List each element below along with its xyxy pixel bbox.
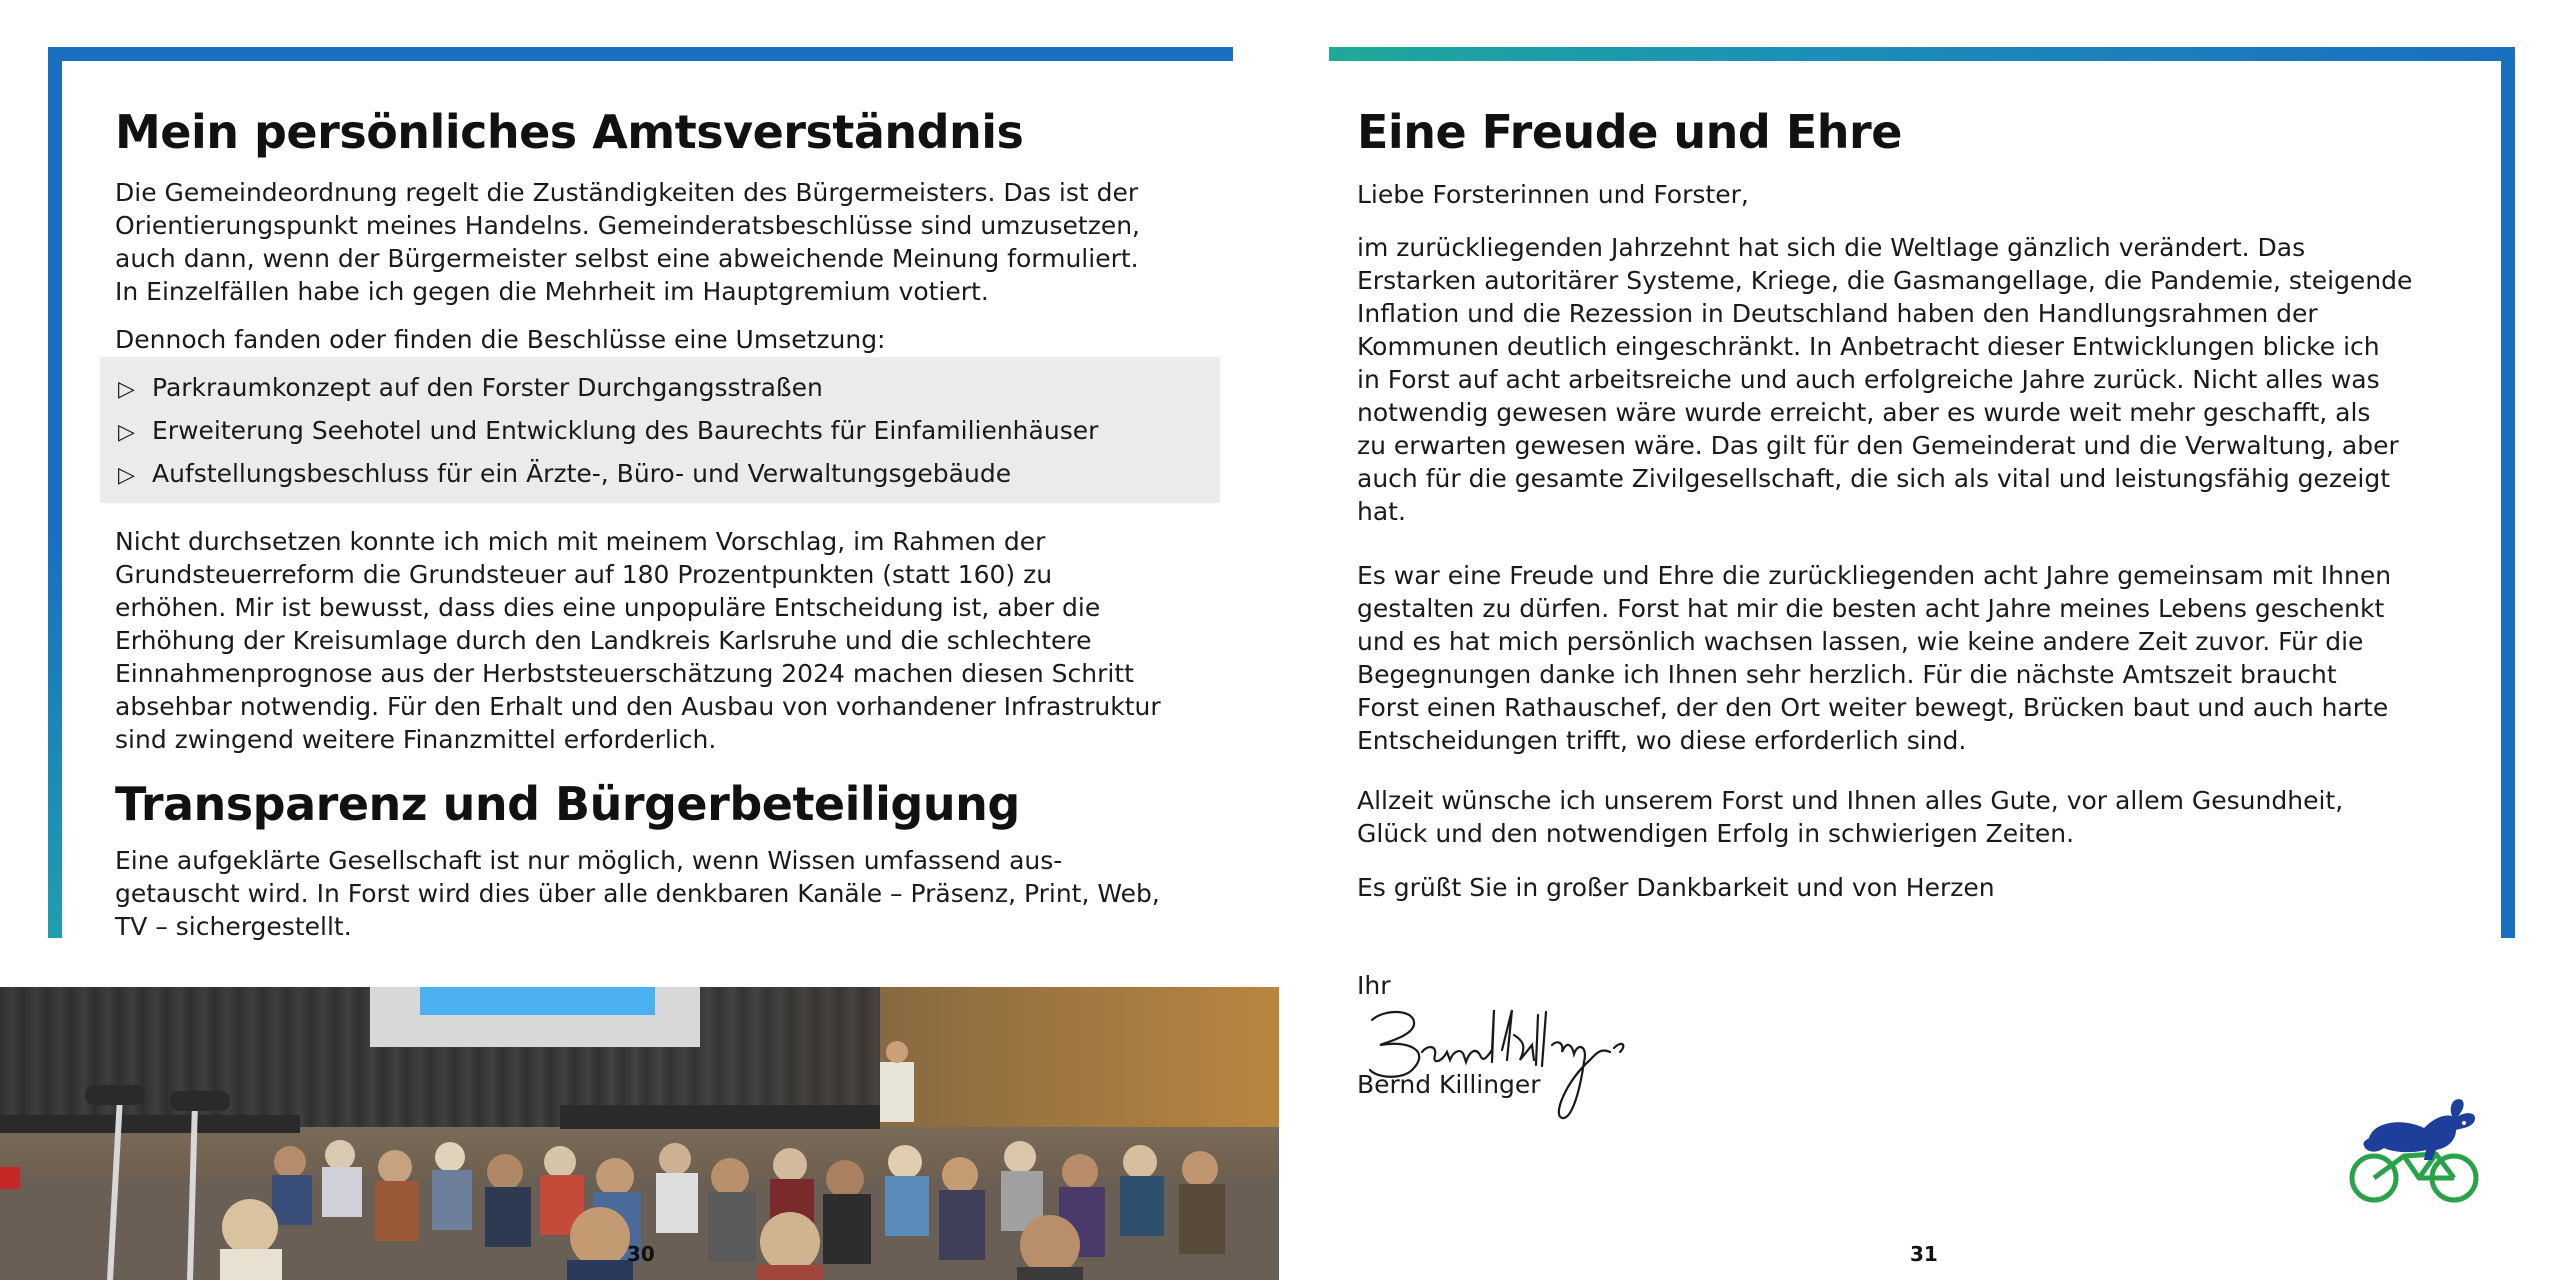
text-line: Glück und den notwendigen Erfolg in schwierigen Zeiten. [1357, 819, 2075, 848]
photo-buergerversammlung [0, 987, 1279, 1280]
text-line: getauscht wird. In Forst wird dies über alle denkbaren Kanäle – Präsenz, Print, Web, [115, 879, 1160, 908]
page-right [1280, 0, 2560, 1280]
text-line: in Forst auf acht arbeitsreiche und auch erfolgreiche Jahre zurück. Nicht alles was [1357, 365, 2380, 394]
text-line: Entscheidungen trifft, wo diese erforderlich sind. [1357, 726, 1967, 755]
page-number-left: 30 [627, 1242, 655, 1266]
text-line: erhöhen. Mir ist bewusst, dass dies eine unpopuläre Entscheidung ist, aber die [115, 593, 1101, 622]
text-line: Die Gemeindeordnung regelt die Zuständigkeiten des Bürgermeisters. Das ist der [115, 178, 1139, 207]
text-line: gestalten zu dürfen. Forst hat mir die besten acht Jahre meines Lebens geschenkt [1357, 594, 2385, 623]
bullet-list-box [100, 357, 1220, 503]
list-item [118, 414, 1098, 449]
triangle-right-outline-icon: ▷ [118, 463, 135, 488]
paragraph-transparenz [115, 844, 1235, 943]
list-item [118, 457, 1011, 492]
frame-top-bar-left [48, 47, 1233, 61]
text-line: auch für die gesamte Zivilgesellschaft, die sich als vital und leistungsfähig gezeigt [1357, 464, 2391, 493]
speaker-head [886, 1041, 908, 1063]
text-line: TV – sichergestellt. [115, 912, 352, 941]
signature-name: Bernd Killinger [1357, 1070, 1541, 1099]
triangle-right-outline-icon: ▷ [118, 420, 135, 445]
sign-prefix: Ihr [1357, 971, 1391, 1000]
text-line: Es war eine Freude und Ehre die zurückliegenden acht Jahre gemeinsam mit Ihnen [1357, 561, 2392, 590]
paragraph-beschluesse-intro: Dennoch fanden oder finden die Beschlüsse eine Umsetzung: [115, 325, 886, 354]
list-item-label: Aufstellungsbeschluss für ein Ärzte-, Büro- und Verwaltungsgebäude [152, 459, 1012, 488]
handwritten-signature [1352, 990, 1652, 1130]
text-line: Erstarken autoritärer Systeme, Kriege, die Gasmangellage, die Pandemie, steigende [1357, 266, 2413, 295]
exit-sign [0, 1167, 20, 1189]
text-line: hat. [1357, 497, 1406, 526]
page-number-right: 31 [1910, 1242, 1938, 1266]
text-line: Begegnungen danke ich Ihnen sehr herzlich. Für die nächste Amtszeit braucht [1357, 660, 2337, 689]
list-item [118, 371, 823, 406]
text-line: sind zwingend weitere Finanzmittel erforderlich. [115, 725, 717, 754]
text-line: In Einzelfällen habe ich gegen die Mehrheit im Hauptgremium votiert. [115, 277, 989, 306]
text-line: Forst einen Rathauschef, der den Ort weiter bewegt, Brücken baut und auch harte [1357, 693, 2389, 722]
paragraph-weltlage [1357, 231, 2497, 528]
text-line: Nicht durchsetzen konnte ich mich mit meinem Vorschlag, im Rahmen der [115, 527, 1046, 556]
list-item-label: Parkraumkonzept auf den Forster Durchgangsstraßen [152, 373, 823, 402]
speaker-body [880, 1062, 914, 1122]
heading-transparenz: Transparenz und Bürgerbeteiligung [115, 777, 1020, 831]
text-line: notwendig gewesen wäre wurde erreicht, aber es wurde weit mehr geschafft, als [1357, 398, 2371, 427]
text-line: Eine aufgeklärte Gesellschaft ist nur möglich, wenn Wissen umfassend aus- [115, 846, 1063, 875]
frame-top-bar-right [1329, 47, 2515, 61]
rabbit-on-bicycle-logo [2344, 1096, 2484, 1206]
text-line: Kommunen deutlich eingeschränkt. In Anbetracht dieser Entwicklungen blicke ich [1357, 332, 2380, 361]
frame-side-bar-left [48, 47, 62, 938]
frame-side-bar-right [2501, 47, 2515, 938]
text-line: auch dann, wenn der Bürgermeister selbst eine abweichende Meinung formuliert. [115, 244, 1139, 273]
triangle-right-outline-icon: ▷ [118, 377, 135, 402]
list-item-label: Erweiterung Seehotel und Entwicklung des Baurechts für Einfamilienhäuser [152, 416, 1099, 445]
heading-amtsverstaendnis: Mein persönliches Amtsverständnis [115, 105, 1024, 159]
text-line: Allzeit wünsche ich unserem Forst und Ihnen alles Gute, vor allem Gesundheit, [1357, 786, 2344, 815]
text-line: absehbar notwendig. Für den Erhalt und den Ausbau von vorhandener Infrastruktur [115, 692, 1161, 721]
heading-freude-und-ehre: Eine Freude und Ehre [1357, 105, 1902, 159]
panel-table [560, 1105, 880, 1129]
salutation: Liebe Forsterinnen und Forster, [1357, 180, 1749, 209]
text-line: Einnahmenprognose aus der Herbststeuerschätzung 2024 machen diesen Schritt [115, 659, 1134, 688]
paragraph-wuensche [1357, 784, 2497, 850]
text-line: Orientierungspunkt meines Handelns. Gemeinderatsbeschlüsse sind umzusetzen, [115, 211, 1140, 240]
text-line: und es hat mich persönlich wachsen lassen, wie keine andere Zeit zuvor. Für die [1357, 627, 2364, 656]
photo-audience [0, 987, 1279, 1280]
text-line: Inflation und die Rezession in Deutschland haben den Handlungsrahmen der [1357, 299, 2318, 328]
text-line: im zurückliegenden Jahrzehnt hat sich die Weltlage gänzlich verändert. Das [1357, 233, 2306, 262]
stage-bench [0, 1115, 300, 1133]
text-line: Erhöhung der Kreisumlage durch den Landkreis Karlsruhe und die schlechtere [115, 626, 1092, 655]
paragraph-gemeindeordnung [115, 176, 1225, 308]
text-line: zu erwarten gewesen wäre. Das gilt für den Gemeinderat und die Verwaltung, aber [1357, 431, 2399, 460]
paragraph-freude [1357, 559, 2497, 757]
text-line: Grundsteuerreform die Grundsteuer auf 180 Prozentpunkten (statt 160) zu [115, 560, 1053, 589]
closing-line: Es grüßt Sie in großer Dankbarkeit und von Herzen [1357, 873, 1995, 902]
paragraph-grundsteuer [115, 525, 1235, 756]
